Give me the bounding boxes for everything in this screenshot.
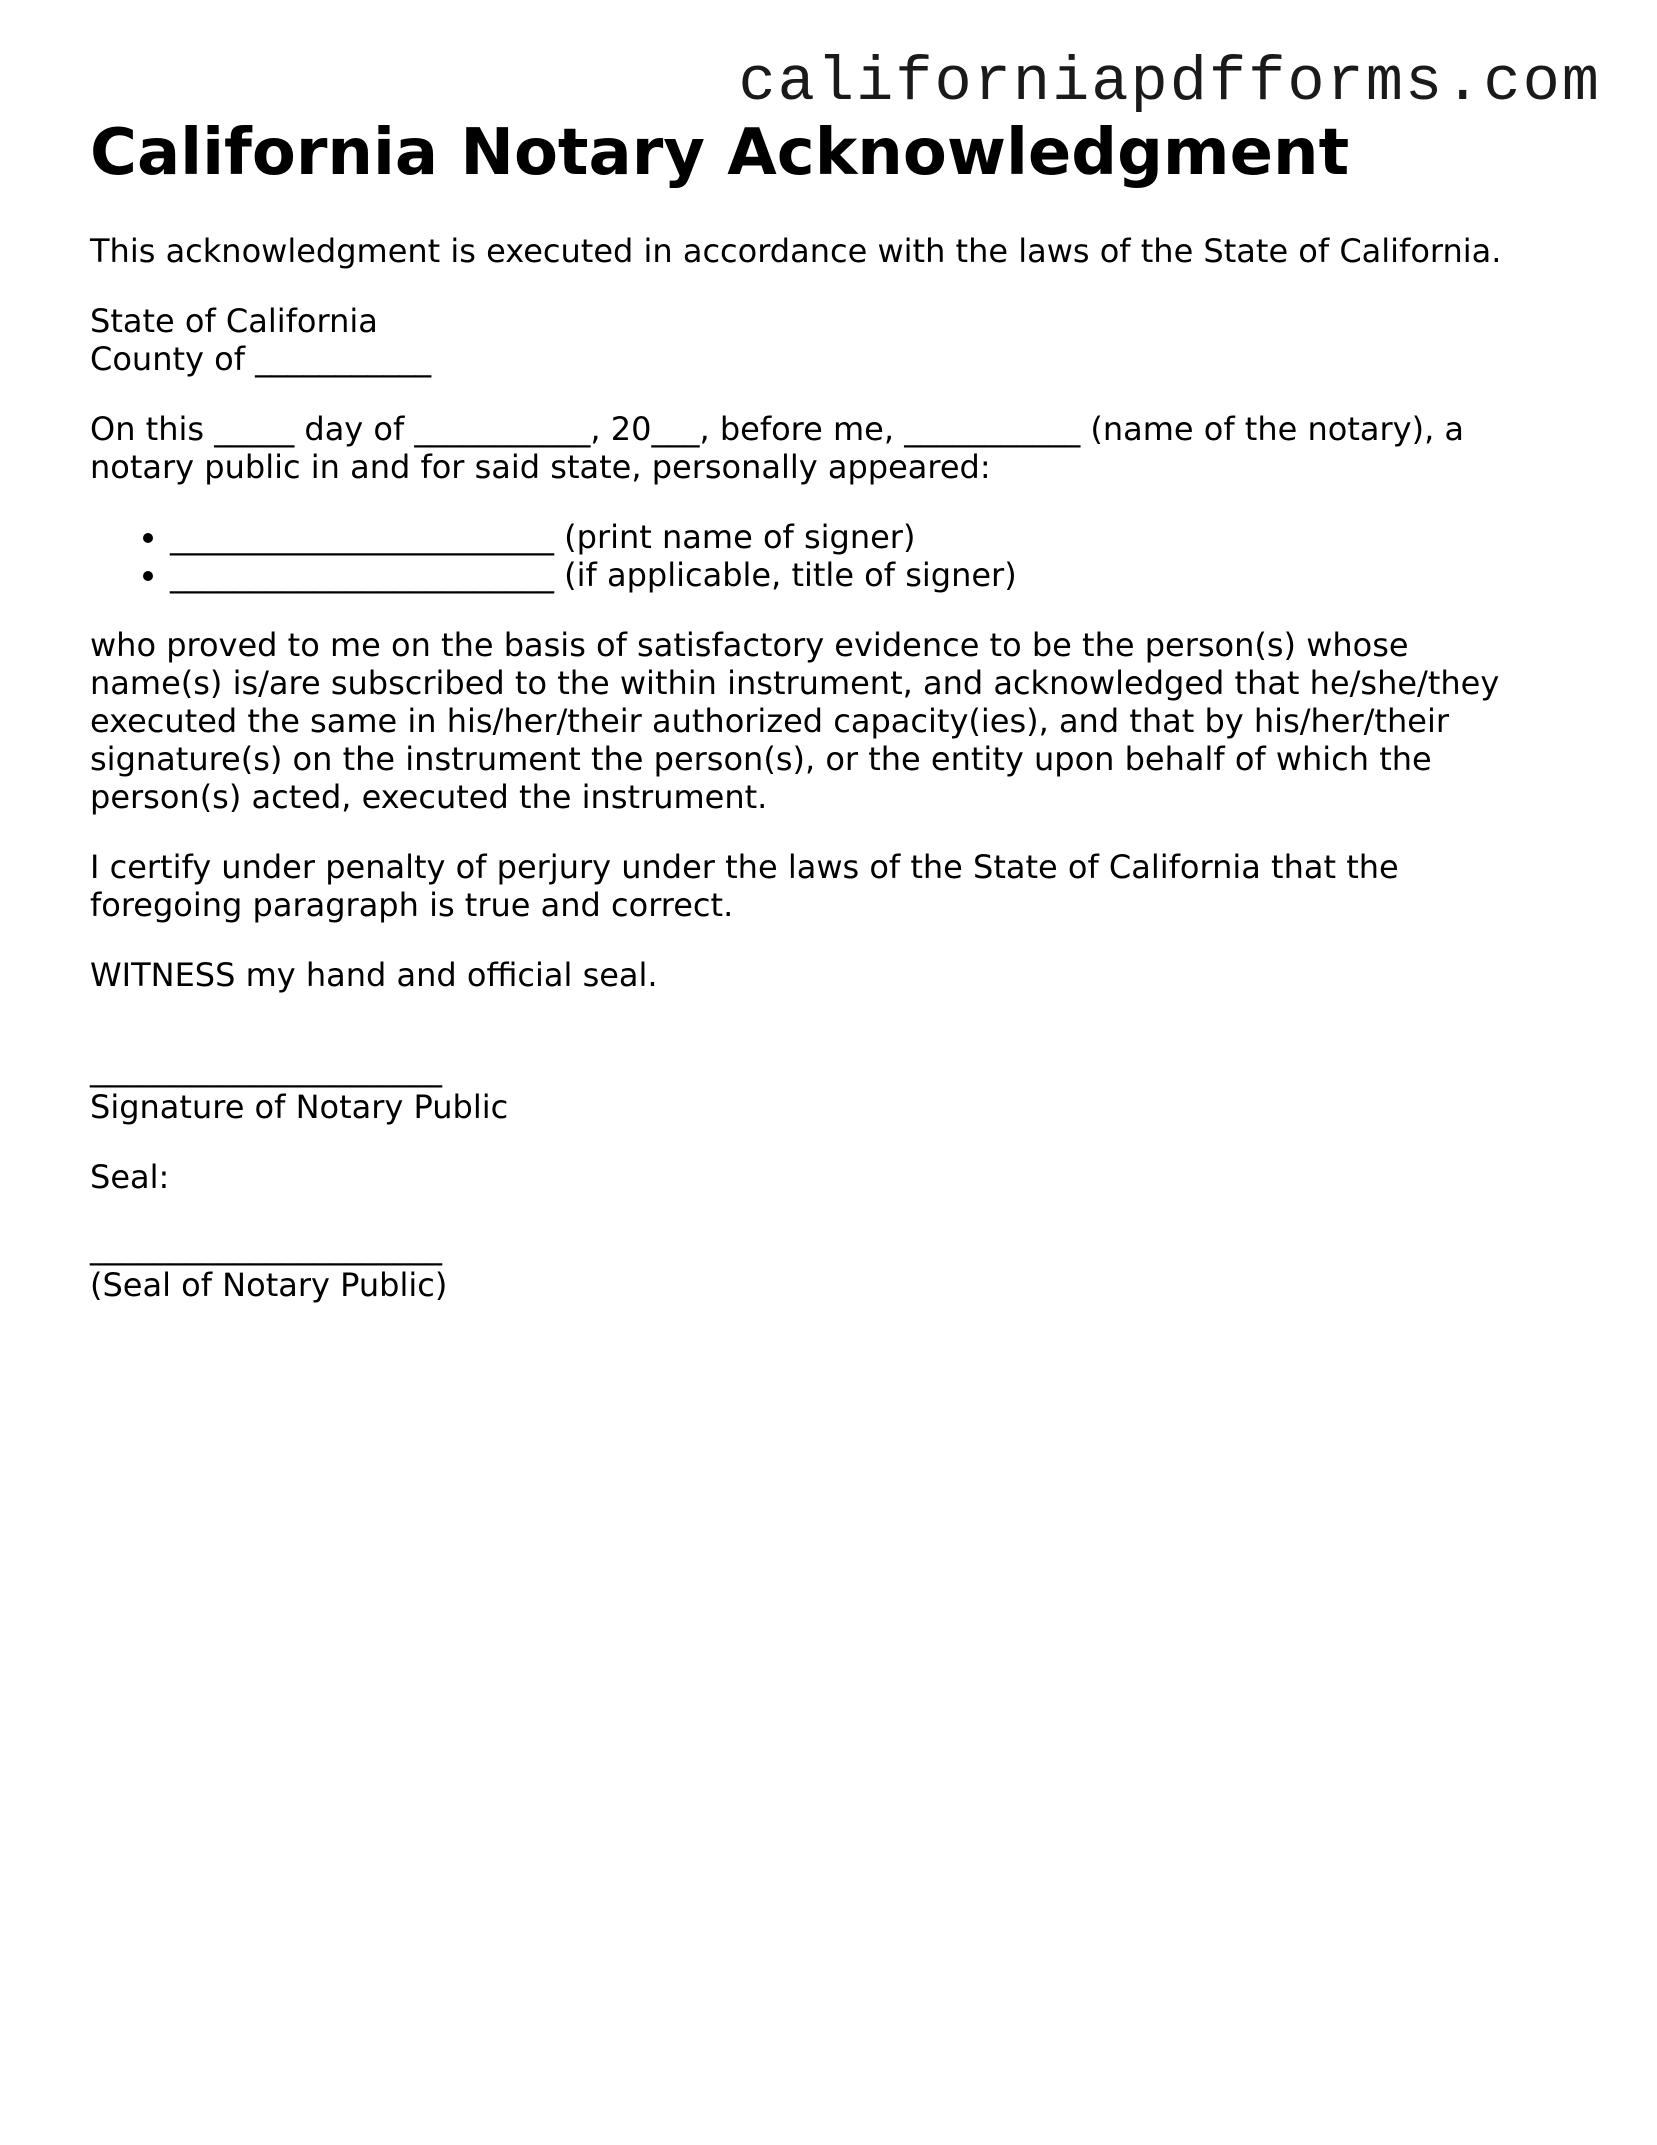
seal-heading: Seal:	[90, 1158, 170, 1197]
seal-blank-line: ______________________	[90, 1228, 442, 1267]
proof-line: executed the same in his/her/their authorized capacity(ies), and that by his/her/their	[90, 702, 1449, 741]
seal-label: (Seal of Notary Public)	[90, 1266, 448, 1305]
appearance-line: notary public in and for said state, personally appeared:	[90, 448, 991, 487]
certification-paragraph	[90, 848, 1570, 924]
signer-list	[90, 518, 1570, 594]
signature-blank-line: ______________________	[90, 1050, 442, 1089]
proof-line: person(s) acted, executed the instrument.	[90, 778, 768, 817]
venue-county: County of ___________	[90, 340, 432, 379]
watermark-site-name: californiapdfforms.com	[738, 47, 1601, 118]
appearance-paragraph	[90, 410, 1570, 486]
proof-paragraph	[90, 626, 1570, 816]
venue-state: State of California	[90, 302, 378, 341]
witness-statement: WITNESS my hand and official seal.	[90, 956, 658, 995]
certification-line: I certify under penalty of perjury under the laws of the State of California that the	[90, 848, 1399, 887]
signer-name-item: • ________________________ (print name of signer)	[170, 518, 1570, 556]
signer-title-item: • ________________________ (if applicable, title of signer)	[170, 556, 1570, 594]
certification-line: foregoing paragraph is true and correct.	[90, 886, 734, 925]
signature-label: Signature of Notary Public	[90, 1088, 509, 1127]
proof-line: who proved to me on the basis of satisfactory evidence to be the person(s) whose	[90, 626, 1409, 665]
seal-block	[90, 1228, 1570, 1304]
document-body	[90, 118, 1570, 1336]
venue-block	[90, 302, 1570, 378]
signature-block	[90, 1026, 1570, 1126]
spacer	[90, 1026, 1570, 1050]
appearance-line: On this _____ day of ___________, 20___, before me, ___________ (name of the notary), a	[90, 410, 1465, 449]
intro-paragraph: This acknowledgment is executed in accordance with the laws of the State of California.	[90, 232, 1502, 271]
proof-line: signature(s) on the instrument the person(s), or the entity upon behalf of which the	[90, 740, 1432, 779]
proof-line: name(s) is/are subscribed to the within instrument, and acknowledged that he/she/they	[90, 664, 1500, 703]
page-title: California Notary Acknowledgment	[90, 116, 1350, 190]
